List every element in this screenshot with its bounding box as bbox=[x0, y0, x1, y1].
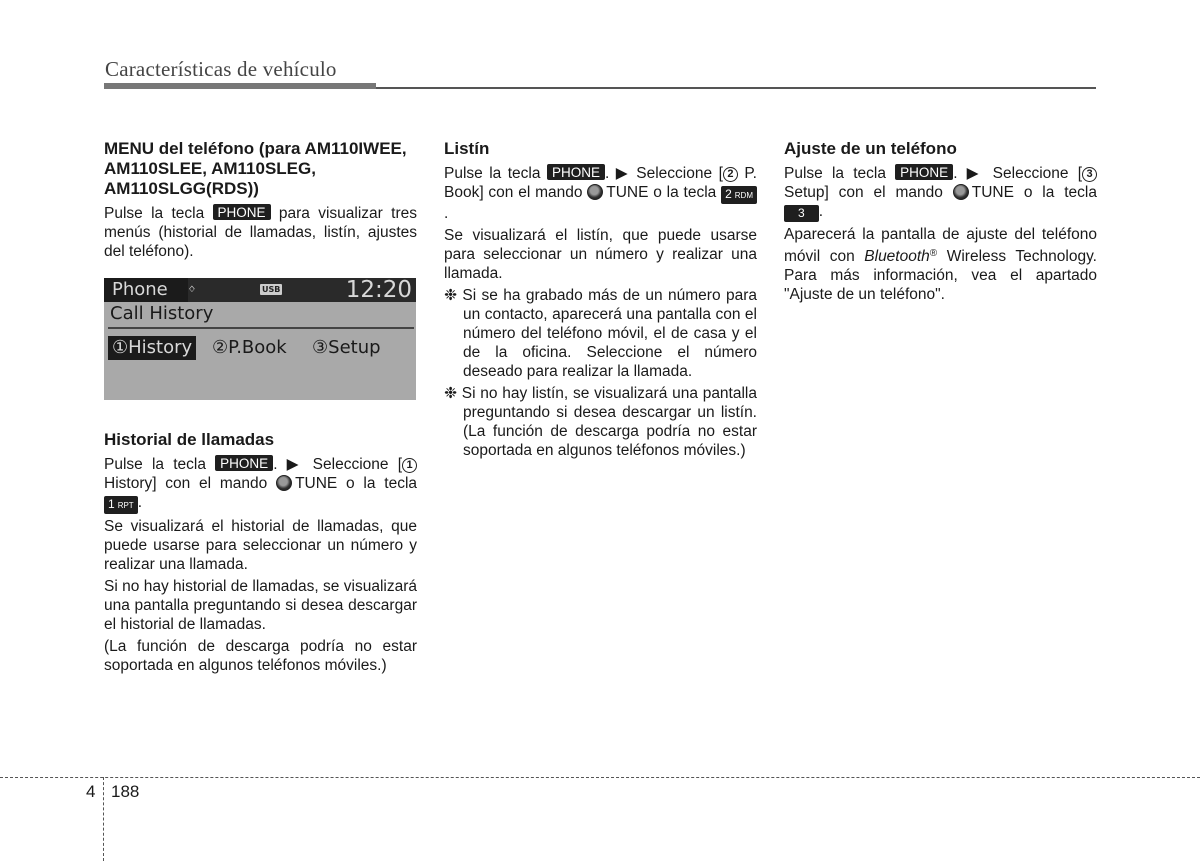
phonebook-step: Pulse la tecla PHONE . ▶ Seleccione [ 2 P. Book] con el mando TUNE o la tecla 2 RDM. bbox=[444, 165, 757, 222]
text: TUNE o la tecla bbox=[295, 475, 418, 492]
history-desc: Se visualizará el historial de llamadas, que puede usarse para seleccionar un número y realizar una llamada. bbox=[104, 518, 417, 573]
phonebook-note-1: ❉ Si se ha grabado más de un número para un contacto, aparecerá una pantalla con el número del teléfono móvil, el de casa y el de la oficina. Seleccione el número deseado para realizar la llamada. bbox=[444, 287, 757, 380]
circled-number: 1 bbox=[402, 458, 417, 473]
preset-3-button: 3 bbox=[784, 205, 819, 222]
menu-heading: MENU del teléfono (para AM110IWEE, AM110SLEE, AM110SLEG, AM110SLGG(RDS)) bbox=[104, 139, 407, 198]
text: Wireless Technology. Para más información, vea el apartado "Ajuste de un teléfono". bbox=[784, 248, 1097, 303]
tune-knob-icon bbox=[953, 184, 969, 200]
text: TUNE o la tecla bbox=[971, 184, 1097, 201]
phone-key: PHONE bbox=[547, 164, 605, 180]
text: . ▶ Seleccione [ bbox=[953, 165, 1083, 182]
tune-knob-icon bbox=[276, 475, 292, 491]
phone-key: PHONE bbox=[895, 164, 953, 180]
button-sublabel: RDM bbox=[734, 191, 753, 200]
text: Pulse la tecla bbox=[444, 165, 541, 182]
column-3 bbox=[784, 139, 1097, 307]
rpt-button bbox=[104, 496, 138, 514]
button-number: 1 bbox=[108, 497, 115, 511]
header-rule bbox=[376, 87, 1096, 89]
text: Pulse la tecla bbox=[104, 456, 206, 473]
header-bar bbox=[104, 83, 376, 89]
column-1 bbox=[104, 139, 417, 678]
footer-divider bbox=[103, 777, 104, 861]
usb-indicator: USB bbox=[262, 285, 281, 294]
menu-item-pbook: ②P.Book bbox=[212, 337, 287, 358]
display-divider bbox=[108, 327, 414, 329]
display-clock: 12:20 bbox=[345, 278, 412, 303]
circled-number: 2 bbox=[723, 167, 738, 182]
menu-item-setup: ③Setup bbox=[312, 337, 381, 358]
phonebook-note-2: ❉ Si no hay listín, se visualizará una pantalla preguntando si desea descargar un listín. (La función de descarga podría no estar soportada en algunos teléfonos móviles.) bbox=[444, 385, 757, 459]
text: Aparecerá la pantalla de ajuste del teléfono móvil con bbox=[784, 226, 1097, 265]
text: TUNE o la tecla bbox=[606, 184, 717, 201]
rdm-button bbox=[721, 186, 757, 204]
setup-desc bbox=[784, 225, 1097, 304]
column-2 bbox=[444, 139, 757, 463]
registered-mark: ® bbox=[929, 248, 938, 259]
setup-step: Pulse la tecla PHONE . ▶ Seleccione [ 3 Setup] con el mando TUNE o la tecla 3 . bbox=[784, 165, 1097, 220]
display-mode-label: Phone bbox=[104, 278, 188, 302]
bluetooth-icon: ᛜ bbox=[188, 283, 196, 298]
intro-paragraph bbox=[104, 204, 417, 261]
text: Pulse la tecla bbox=[784, 165, 886, 182]
history-heading: Historial de llamadas bbox=[104, 430, 275, 449]
text: Pulse la tecla bbox=[104, 205, 205, 222]
button-sublabel: RPT bbox=[117, 501, 134, 510]
chapter-number: 4 bbox=[86, 782, 96, 801]
bluetooth-text: Bluetooth bbox=[864, 248, 930, 265]
display-title: Call History bbox=[110, 303, 214, 324]
phone-key: PHONE bbox=[213, 204, 271, 220]
text: . ▶ Seleccione [ bbox=[604, 165, 723, 182]
text: . ▶ Seleccione [ bbox=[273, 456, 403, 473]
page-number: 188 bbox=[111, 782, 140, 801]
phonebook-heading: Listín bbox=[444, 139, 490, 158]
section-title: Características de vehículo bbox=[105, 57, 337, 81]
tune-knob-icon bbox=[587, 184, 603, 200]
text: P. Book] con el mando bbox=[444, 165, 757, 201]
phonebook-desc: Se visualizará el listín, que puede usarse para seleccionar un número y realizar una llamada. bbox=[444, 227, 757, 282]
footer-rule bbox=[0, 777, 1200, 778]
phone-display-screen bbox=[104, 278, 416, 400]
button-number: 2 bbox=[725, 187, 732, 201]
phone-key: PHONE bbox=[215, 455, 273, 471]
history-note: (La función de descarga podría no estar soportada en algunos teléfonos móviles.) bbox=[104, 638, 417, 674]
text: para visualizar tres menús (historial de llamadas, listín, ajustes del teléfono). bbox=[104, 205, 417, 260]
text: History] con el mando bbox=[104, 475, 268, 492]
menu-item-history: ①History bbox=[108, 336, 196, 360]
history-step: Pulse la tecla PHONE . ▶ Seleccione [ 1 History] con el mando TUNE o la tecla 1 RPT . bbox=[104, 455, 417, 514]
history-empty: Si no hay historial de llamadas, se visualizará una pantalla preguntando si desea descargar el historial de llamadas. bbox=[104, 578, 417, 633]
text: Setup] con el mando bbox=[784, 184, 943, 201]
setup-heading: Ajuste de un teléfono bbox=[784, 139, 957, 158]
circled-number: 3 bbox=[1082, 167, 1097, 182]
